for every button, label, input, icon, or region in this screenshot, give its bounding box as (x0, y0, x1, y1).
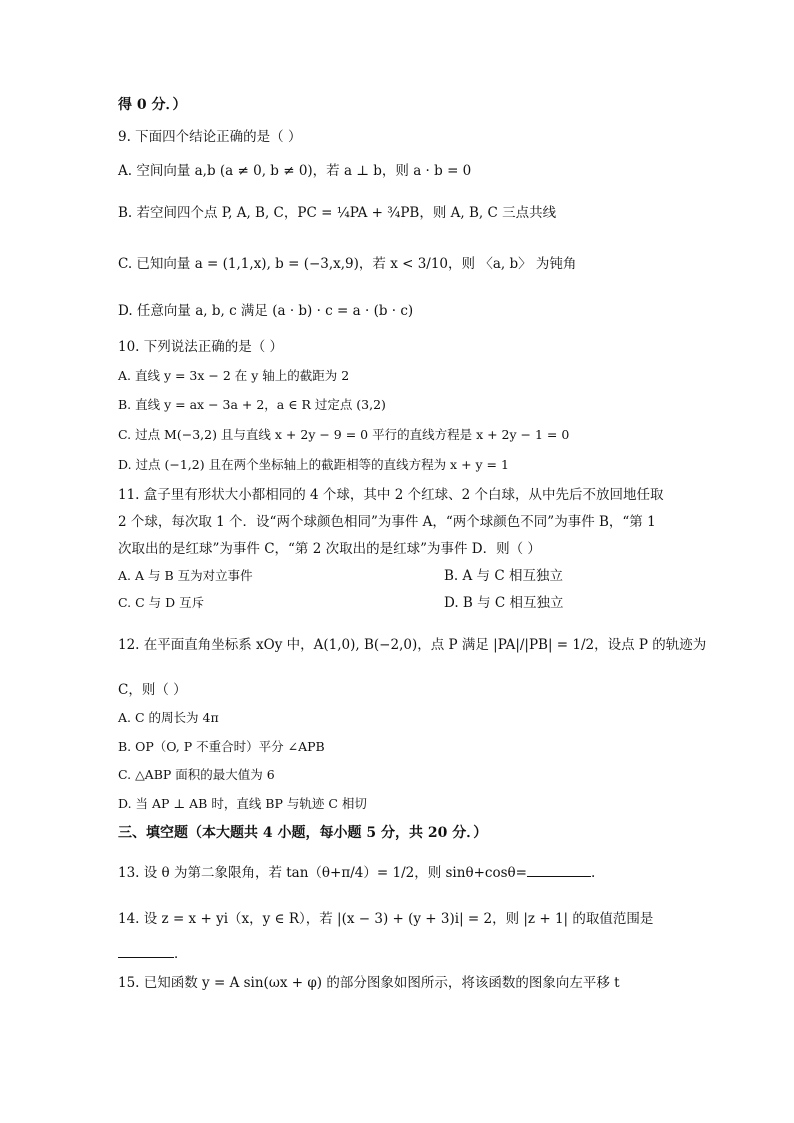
q10-option-b: B. 直线 y = ax − 3a + 2，a ∈ R 过定点 (3,2) (118, 397, 386, 412)
q11-option-c: C. C 与 D 互斥 (118, 595, 205, 610)
q10-option-c: C. 过点 M(−3,2) 且与直线 x + 2y − 9 = 0 平行的直线方程是 x + 2y − 1 = 0 (118, 427, 570, 442)
q15-stem: 15. 已知函数 y = A sin(ωx + φ) 的部分图象如图所示，将该函数的图象向左平移 t (118, 975, 620, 991)
q11-option-d: D. B 与 C 相互独立 (444, 595, 564, 611)
q14-stem-line2 (118, 945, 188, 963)
q14-answer-blank (118, 945, 174, 958)
q13-answer-blank (527, 864, 591, 877)
q10-stem: 10. 下列说法正确的是（ ） (118, 339, 284, 355)
q9-option-d: D. 任意向量 a, b, c 满足 (a · b) · c = a · (b · c) (118, 303, 414, 319)
q11-stem-line1: 11. 盒子里有形状大小都相同的 4 个球，其中 2 个红球、2 个白球，从中先后不放回地任取 (118, 487, 664, 503)
header-fragment: 得 0 分．） (118, 97, 187, 113)
q12-stem-line2: C，则（ ） (118, 682, 187, 698)
q9-option-a: A. 空间向量 a,b (a ≠ 0, b ≠ 0)，若 a ⊥ b，则 a · b = 0 (118, 163, 472, 179)
q10-option-d: D. 过点 (−1,2) 且在两个坐标轴上的截距相等的直线方程为 x + y = 1 (118, 457, 509, 472)
q9-option-b: B. 若空间四个点 P, A, B, C，PC = ¼PA + ¾PB，则 A, B, C 三点共线 (118, 205, 557, 221)
q12-option-d: D. 当 AP ⊥ AB 时，直线 BP 与轨迹 C 相切 (118, 796, 367, 811)
q12-option-c: C. △ABP 面积的最大值为 6 (118, 767, 275, 782)
q12-stem-line1: 12. 在平面直角坐标系 xOy 中，A(1,0), B(−2,0)，点 P 满足 |PA|/|PB| = 1/2，设点 P 的轨迹为 (118, 637, 707, 653)
q11-stem-line3: 次取出的是红球”为事件 C，“第 2 次取出的是红球”为事件 D．则（ ） (118, 541, 541, 557)
q12-option-b: B. OP（O, P 不重合时）平分 ∠APB (118, 739, 325, 754)
q9-stem: 9. 下面四个结论正确的是（ ） (118, 129, 302, 145)
q14-stem-line1: 14. 设 z = x + yi（x，y ∈ R），若 |(x − 3) + (y + 3)i| = 2，则 |z + 1| 的取值范围是 (118, 911, 654, 927)
q11-option-b: B. A 与 C 相互独立 (444, 568, 563, 584)
section-3-heading: 三、填空题（本大题共 4 小题，每小题 5 分，共 20 分．） (118, 825, 488, 841)
q14-line2-end: ． (174, 946, 188, 962)
q12-option-a: A. C 的周长为 4π (118, 710, 219, 725)
q11-stem-line2: 2 个球，每次取 1 个．设“两个球颜色相同”为事件 A，“两个球颜色不同”为事件 B，“第 1 (118, 514, 656, 530)
q10-option-a: A. 直线 y = 3x − 2 在 y 轴上的截距为 2 (118, 368, 350, 383)
q9-option-c: C. 已知向量 a = (1,1,x), b = (−3,x,9)，若 x < 3/10，则 〈a, b〉 为钝角 (118, 256, 577, 272)
q13-stem: 13. 设 θ 为第二象限角，若 tan（θ+π/4）= 1/2，则 sinθ+cosθ= . (118, 865, 596, 881)
q11-option-a: A. A 与 B 互为对立事件 (118, 568, 253, 583)
q13-text: 13. 设 θ 为第二象限角，若 tan（θ+π/4）= 1/2，则 sinθ+cosθ= (118, 865, 527, 881)
